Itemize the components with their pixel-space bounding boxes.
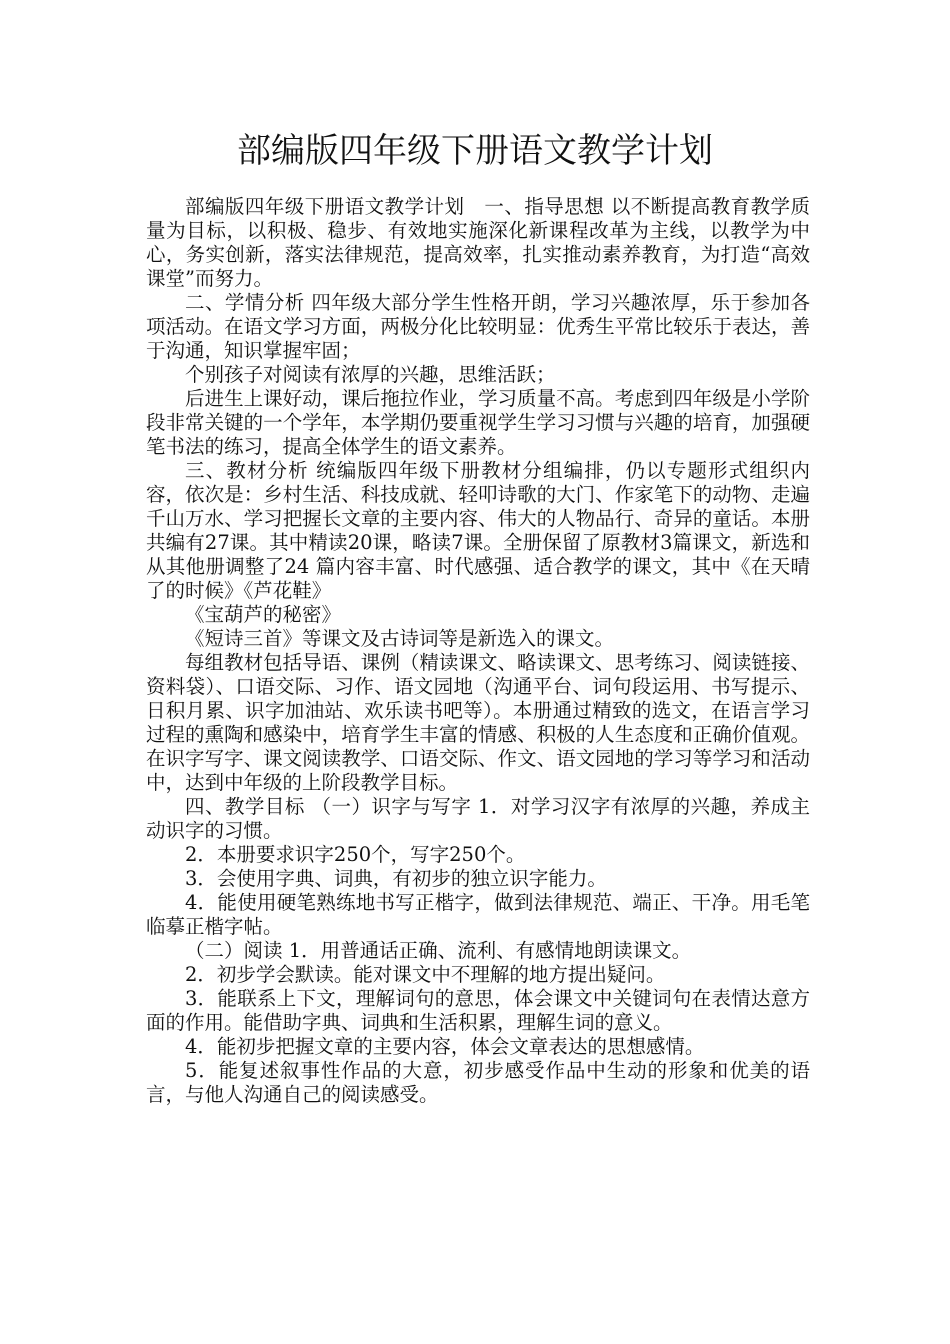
document-body xyxy=(146,195,810,1107)
document-title: 部编版四年级下册语文教学计划 xyxy=(237,131,713,171)
paragraph-guiding-ideology: 部编版四年级下册语文教学计划 一、指导思想 以不断提高教育教学质量为目标，以积极、稳步、有效地实施深化新课程改革为主线，以教学为中心，务实创新，落实法律规范，提高效率，扎实推动素养教育，为打造“高效课堂”而努力。 xyxy=(146,195,810,290)
paragraph-lagging-students: 后进生上课好动，课后拖拉作业，学习质量不高。考虑到四年级是小学阶段非常关键的一个学年，本学期仍要重视学生学习习惯与兴趣的培育，加强硬笔书法的练习，提高全体学生的语文素养。 xyxy=(146,387,810,458)
paragraph-goals-reading-5: 5．能复述叙事性作品的大意，初步感受作品中生动的形象和优美的语言，与他人沟通自己的阅读感受。 xyxy=(146,1059,810,1106)
paragraph-student-analysis: 二、学情分析 四年级大部分学生性格开朗，学习兴趣浓厚，乐于参加各项活动。在语文学习方面，两极分化比较明显：优秀生平常比较乐于表达，善于沟通，知识掌握牢固； xyxy=(146,291,810,362)
paragraph-lesson-title-1: 《宝葫芦的秘密》 xyxy=(185,603,342,626)
paragraph-goals-literacy-4: 4．能使用硬笔熟练地书写正楷字，做到法律规范、端正、干净。用毛笔临摹正楷字帖。 xyxy=(146,891,810,938)
paragraph-reading-interest: 个别孩子对阅读有浓厚的兴趣，思维活跃； xyxy=(185,363,556,386)
paragraph-goals-literacy-3: 3．会使用字典、词典，有初步的独立识字能力。 xyxy=(185,867,607,890)
paragraph-goals-reading-2: 2．初步学会默读。能对课文中不理解的地方提出疑问。 xyxy=(185,963,666,986)
paragraph-goals-literacy-2: 2．本册要求识字250个，写字250个。 xyxy=(185,843,526,866)
paragraph-lesson-title-2: 《短诗三首》等课文及古诗词等是新选入的课文。 xyxy=(185,627,615,650)
paragraph-goals-literacy-1: 四、教学目标 （一）识字与写字 1．对学习汉字有浓厚的兴趣，养成主动识字的习惯。 xyxy=(146,795,810,842)
paragraph-goals-reading-1: （二）阅读 1．用普通话正确、流利、有感情地朗读课文。 xyxy=(185,939,692,962)
paragraph-goals-reading-3: 3．能联系上下文，理解词句的意思，体会课文中关键词句在表情达意方面的作用。能借助字典、词典和生活积累，理解生词的意义。 xyxy=(146,987,810,1034)
paragraph-goals-reading-4: 4．能初步把握文章的主要内容，体会文章表达的思想感情。 xyxy=(185,1035,705,1058)
paragraph-textbook-structure: 每组教材包括导语、课例（精读课文、略读课文、思考练习、阅读链接、资料袋）、口语交际、习作、语文园地（沟通平台、词句段运用、书写提示、日积月累、识字加油站、欢乐读书吧等）。本册通过精致的选文，在语言学习过程的熏陶和感染中，培育学生丰富的情感、积极的人生态度和正确价值观。在识字写字、课文阅读教学、口语交际、作文、语文园地的学习等学习和活动中，达到中年级的上阶段教学目标。 xyxy=(146,651,810,794)
paragraph-textbook-analysis: 三、教材分析 统编版四年级下册教材分组编排，仍以专题形式组织内容，依次是：乡村生活、科技成就、轻叩诗歌的大门、作家笔下的动物、走遍千山万水、学习把握长文章的主要内容、伟大的人物品行、奇异的童话。本册共编有27课。其中精读20课，略读7课。全册保留了原教材3篇课文，新选和从其他册调整了24 篇内容丰富、时代感强、适合教学的课文，其中《在天晴了的时候》《芦花鞋》 xyxy=(146,459,810,602)
